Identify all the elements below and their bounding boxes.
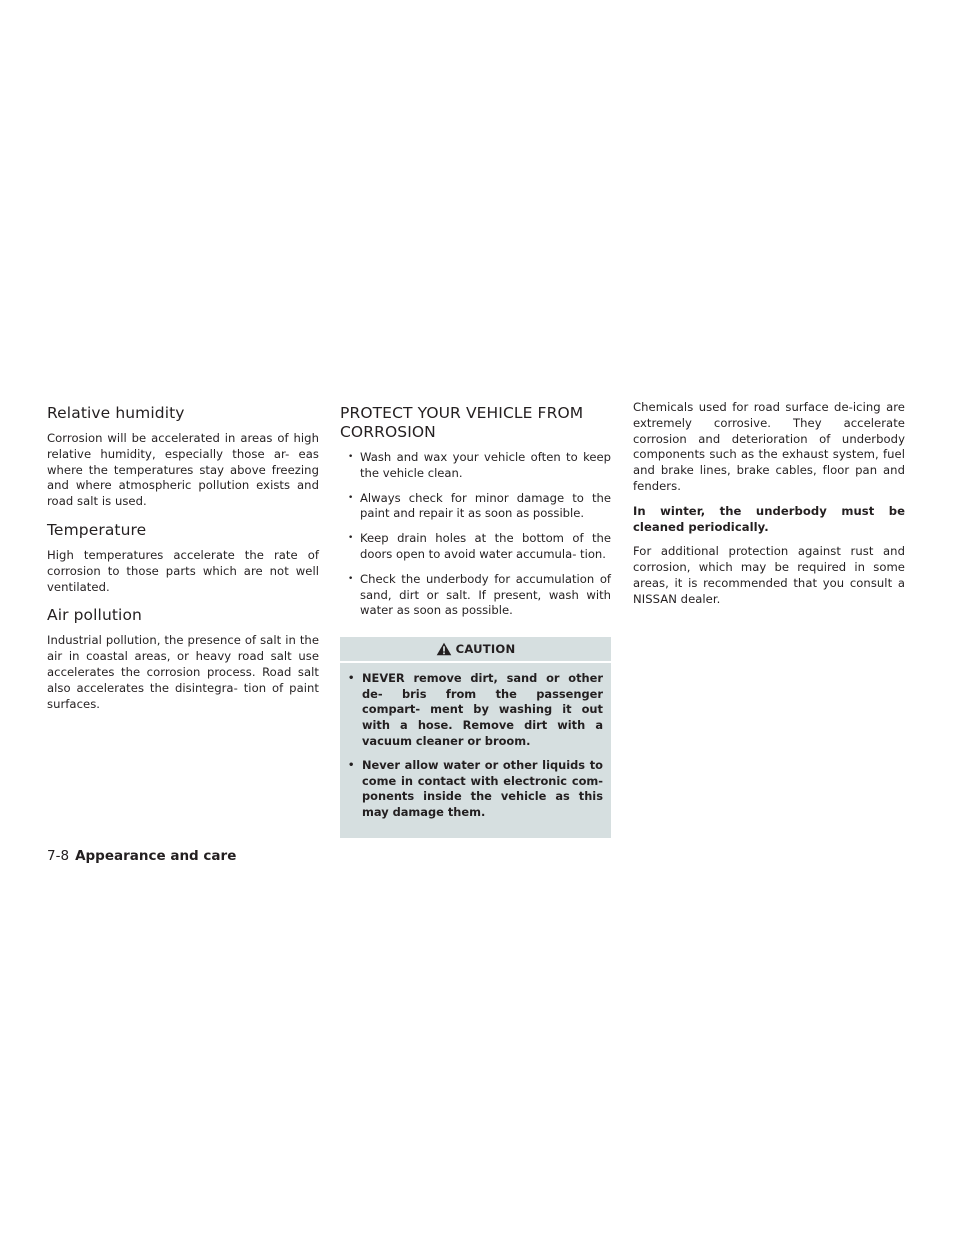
caution-title: CAUTION [455, 642, 516, 657]
caution-box [340, 637, 611, 837]
column-left [47, 400, 319, 721]
protect-tips-list [340, 450, 611, 619]
list-item: • Wash and wax your vehicle often to keep the vehicle clean. [340, 450, 611, 482]
list-item: • NEVER remove dirt, sand or other de- bris from the passenger compart- ment by washing it out with a hose. Remove dirt with a vacuum cleaner or broom. [346, 671, 603, 749]
list-item: • Check the underbody for accumulation of sand, dirt or salt. If present, wash with water as soon as possible. [340, 572, 611, 619]
list-item: • Keep drain holes at the bottom of the doors open to avoid water accumula- tion. [340, 531, 611, 563]
column-right [633, 400, 905, 617]
paragraph-chemicals: Chemicals used for road surface de-icing are extremely corrosive. They accelerate corrosion and deterioration of underbody components such as the exhaust system, fuel and brake lines, brake cables, floor pan and fenders. [633, 400, 905, 493]
heading-air-pollution: Air pollution [47, 606, 142, 625]
caution-header [340, 637, 611, 663]
paragraph-additional-protection: For additional protection against rust and corrosion, which may be required in some areas, it is recommended that you consult a NISSAN dealer. [633, 544, 905, 606]
page-number: 7-8 [47, 848, 70, 864]
heading-temperature: Temperature [47, 520, 147, 539]
heading-protect-vehicle: PROTECT YOUR VEHICLE FROM CORROSION [340, 404, 584, 441]
list-item: • Always check for minor damage to the paint and repair it as soon as possible. [340, 491, 611, 523]
list-item: • Never allow water or other liquids to come in contact with electronic com- ponents inside the vehicle as this may damage them. [346, 758, 603, 820]
warning-triangle-icon [436, 642, 452, 656]
paragraph-winter-cleaning: In winter, the underbody must be cleaned periodically. [633, 503, 905, 534]
section-title: Appearance and care [75, 848, 237, 864]
paragraph-temperature: High temperatures accelerate the rate of corrosion to those parts which are not well ventilated. [47, 547, 319, 594]
column-middle [340, 400, 611, 838]
paragraph-air-pollution: Industrial pollution, the presence of salt in the air in coastal areas, or heavy road salt use accelerates the corrosion process. Road salt also accelerates the disintegra- tion of paint surfaces. [47, 633, 319, 711]
paragraph-relative-humidity: Corrosion will be accelerated in areas of high relative humidity, especially those ar- eas where the temperatures stay above freezing and where atmospheric pollution exists and road salt is used. [47, 431, 319, 509]
heading-relative-humidity: Relative humidity [47, 404, 185, 422]
caution-list [340, 663, 611, 820]
page-footer [47, 847, 236, 865]
